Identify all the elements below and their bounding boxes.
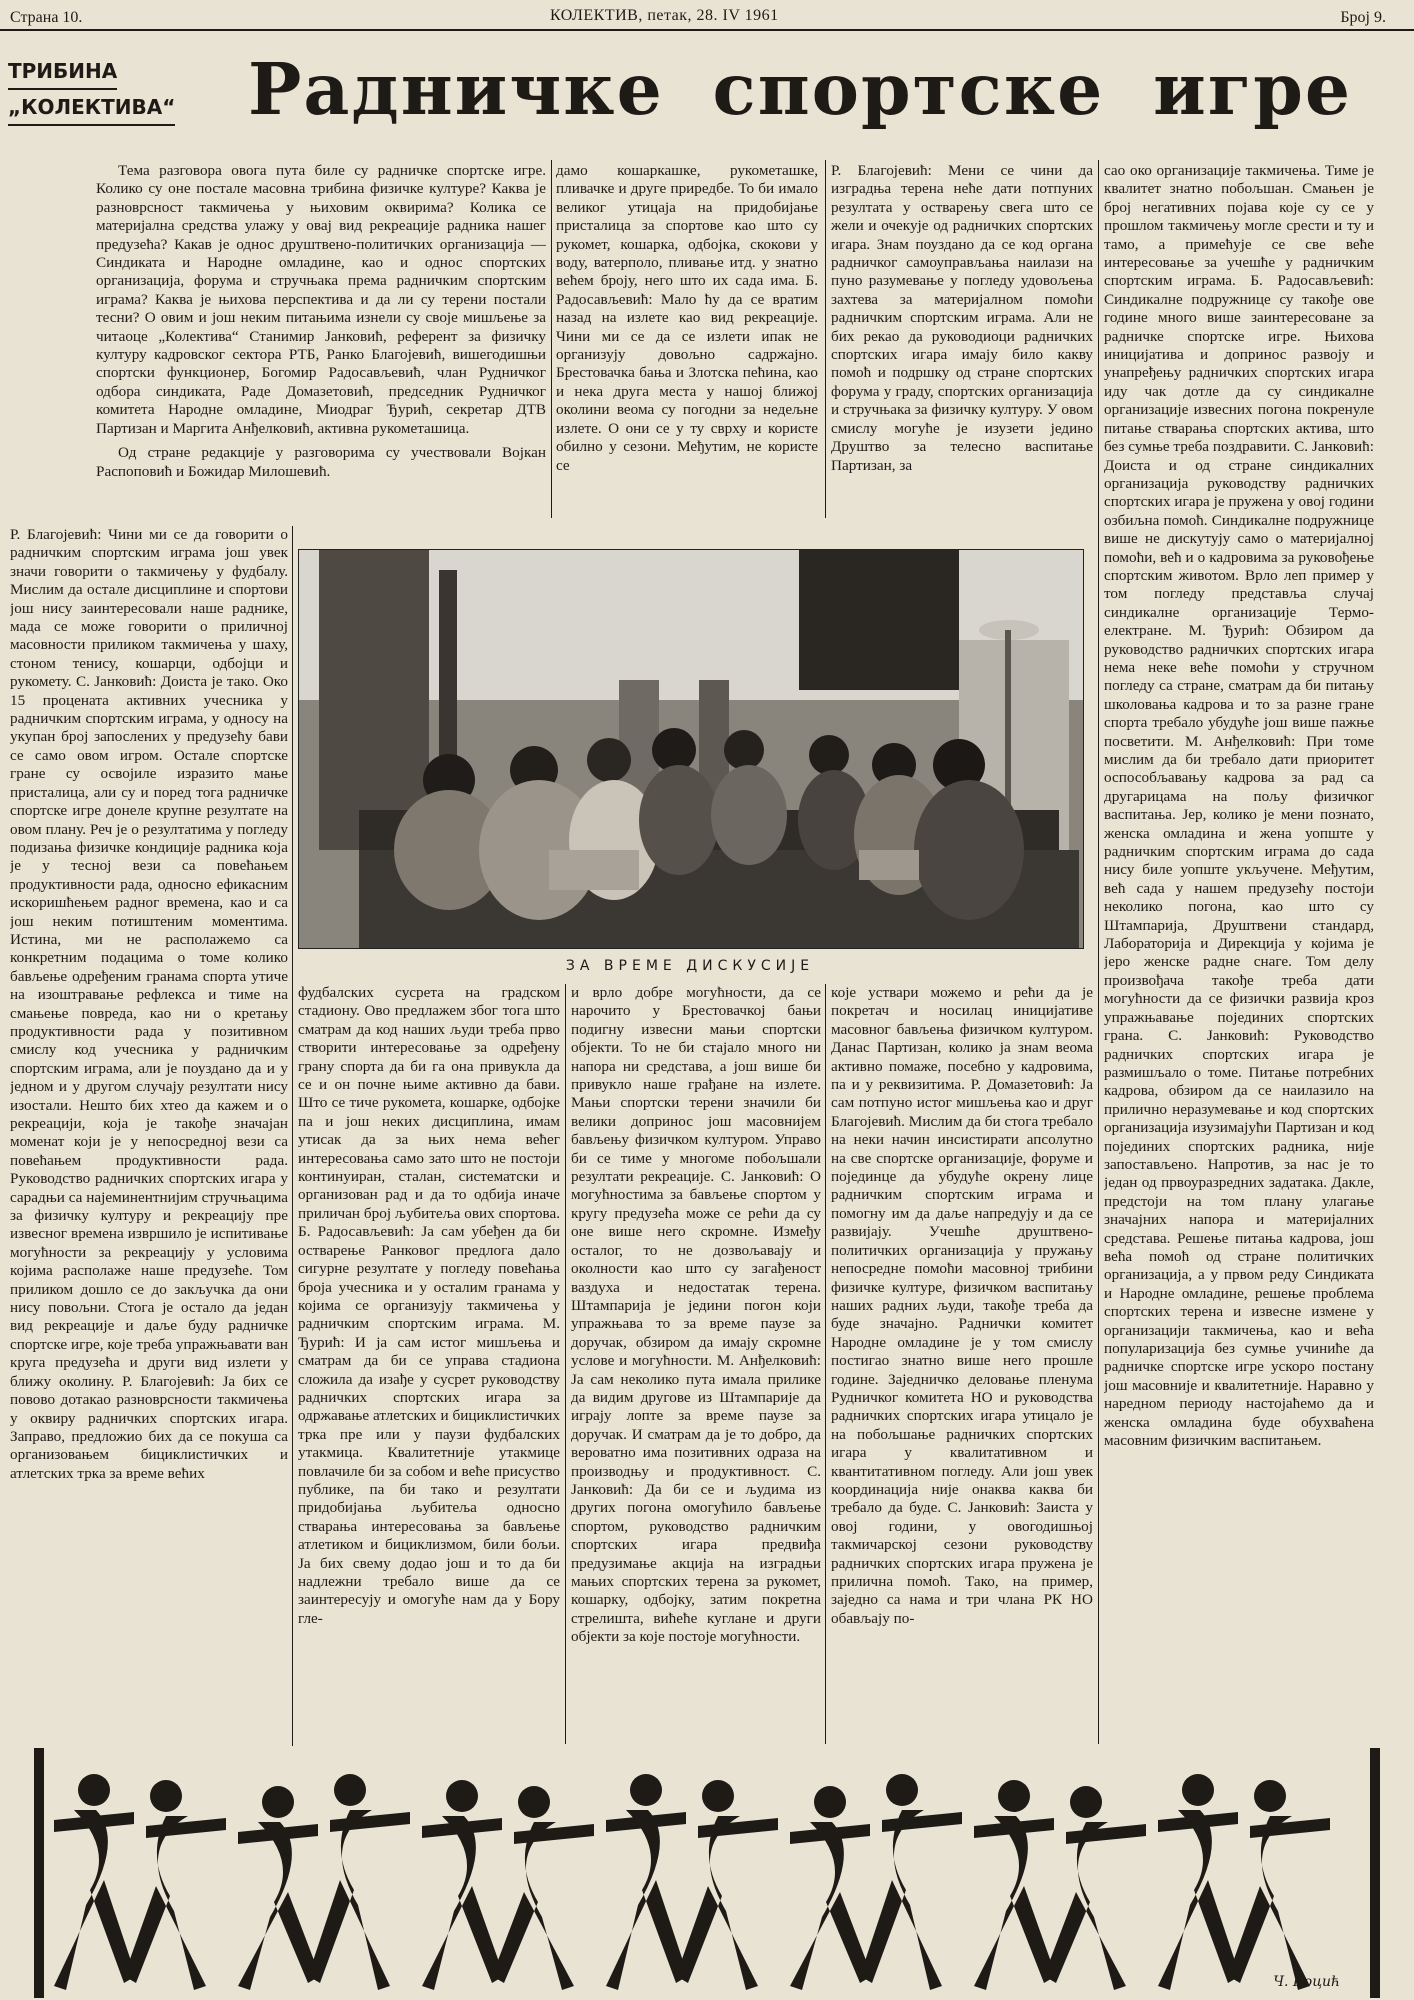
section-label-line2: „КОЛЕКТИВА“ (8, 90, 175, 126)
photo-caption: ЗА ВРЕМЕ ДИСКУСИЈЕ (565, 958, 815, 974)
dancer-figure (124, 1780, 226, 1990)
dancing-figures-illustration (34, 1748, 1380, 1998)
dancer-figure (790, 1786, 872, 1990)
editorial-note: Од стране редакције у разговорима су учествовали Војкан Распоповић и Божидар Милошевић. (96, 444, 546, 480)
dancer-figure (974, 1780, 1056, 1990)
column-1 (10, 526, 288, 1744)
column-rule (565, 984, 566, 1744)
column-3-text: и врло добре могућности, да се нарочито у Брестовачкој бањи подигну извесни мањи спортски објекти. То не би стајало много ни напора ни средстава, а још више би привукло наше грађане на излете. Мањи спортски терени значили би велики допринос још масовнијем бављењу физичком културом. Управо би се тиме у многоме побољшали резултати рекреације. С. Јанковић: О могућностима за бављење спортом у кругу предузећа може се рећи да су оне више него скромне. Између осталог, то не дозвољавају и околности као што су загађеност ваздуха и недостатак терена. Штампарија је једини погон који упражњава то за време паузе за доручак, обзиром да имају скромне услове и могућности. М. Анђелковић: Ја сам неколико пута имала прилике да видим другове из Штампарије да играју лопте за време паузе за доручак. И сматрам да је то добро, да вероватно има позитивних одраза на производњу и продуктивност. С. Јанковић: Да би се и људима из других погона омогућило бављење спортом, руководство радничким спортских игара предвиђа предузимање акција на изградњи мањих спортских терена за рукомет, кошарку, одбојку, затим покретна стрелишта, вићеће куглане и други објекти за које постоје могућности. (571, 984, 821, 1646)
column-rule (292, 526, 293, 1746)
column-4-top (831, 162, 1093, 518)
band-edge-left (34, 1748, 44, 1998)
column-4-top-text: Р. Благојевић: Мени се чини да изградња терена неће дати потпуних резултата у остварењу свега што се жели и очекује од радничких спортских игара. Знам поуздано да се код органа радничког самоуправљања наилази на пуно разумевање у погледу удовољења захтева за материјалном помоћи радничким спортским играма. Али не бих рекао да руководиоци радничких спортских игара имају било какву помоћ и подршку од стране спортских форума у граду, спортских организација и стручњака за физичку културу. У овом смислу могуће је изузети једино Друштво за телесно васпитање Партизан, за (831, 162, 1093, 474)
intro-text: Тема разговора овога пута биле су радничке спортске игре. Колико су оне постале масовна трибина физичке културе? Каква је разноврсност такмичења у њиховим оквирима? Колика се материјална средства улажу у овај вид рекреације радника нашег предузећа? Какав је однос друштвено-политичких организација — Синдиката и Народне омладине, као и однос спортских организација, форума и стручњака према радничким спортским играма? Каква је њихова перспектива и да ли су терени постали тесни? О овим и још неким питањима изнели су своје мишљење за читаоце „Колектива“ Станимир Јанковић, референт за физичку културу кадровског сектора РТБ, Ранко Благојевић, вишегодишњи спортски функционер, Богомир Радосављевић, члан Рудничког одбора синдиката, Раде Домазетовић, председник Рудничког комитета Народне омладине, Миодраг Ђурић, секретар ДТВ Партизан и Маргита Анђелковић, активна рукометашица. (96, 162, 546, 437)
discussion-photo-image (299, 550, 1083, 948)
column-5 (1104, 162, 1374, 1742)
column-rule (825, 984, 826, 1744)
dancer-figure (1158, 1774, 1240, 1990)
dancer-figure (676, 1780, 778, 1990)
dancer-figure (1044, 1786, 1146, 1990)
issue-number: Број 9. (1340, 9, 1386, 26)
column-4 (831, 984, 1093, 1744)
page-header (0, 0, 1414, 30)
discussion-photo (298, 549, 1084, 949)
dancing-figures-artwork (34, 1748, 1380, 1998)
column-2-text: фудбалских сусрета на градском стадиону. Ово предлажем због тога што сматрам да код наших људи треба прво створити интересовање за одређену грану спорта да би га она привукла да се и он почне њиме активно да бави. Што се тиче рукомета, кошарке, одбојке па и још неких дисциплина, имам утисак да за њих нема већег интересовања само зато што не постоји континуиран, сталан, систематски и организован рад и да то одбија иначе приличан број љубитеља ових спортова. Б. Радосављевић: Ја сам убеђен да би остварење Ранковог предлога дало сигурне резултате у погледу повећања броја учесника и у осталим гранама у којима се организују такмичења у радничким спортским играма. М. Ђурић: И ја сам истог мишљења и сматрам да би се управа стадиона сложила да изађе у сусрет руководству радничких спортских игара за одржавање атлетских и бициклистичких трка пре или у паузи фудбалских утакмица. Квалитетније утакмице повлачиле би за собом и веће присуство публике, па би тако и резултати придобијања љубитеља односно стварања интересовања за бављење атлетиком и бициклизмом, били бољи. Ја бих свему додао још и то да би надлежни требало више да се заинтересују и омогуће нам да у Бору гле- (298, 984, 560, 1627)
dancer-figure (238, 1786, 320, 1990)
masthead-line: КОЛЕКТИВ, петак, 28. IV 1961 (550, 7, 779, 24)
dancer-figure (860, 1774, 962, 1990)
band-edge-right (1370, 1748, 1380, 1998)
artist-signature: Ч. Коцић (1273, 1974, 1340, 1990)
column-1-text: Р. Благојевић: Чини ми се да говорити о радничким спортским играма још увек значи говорити о такмичењу у фудбалу. Мислим да остале дисциплине и спортови још нису заинтересовали наше раднике, мада се може говорити о приличној масовности приликом такмичења у шаху, стоном тенису, кошарци, одбојци и рукомету. С. Јанковић: Доиста је тако. Око 15 процената активних учесника у радничким спортским играма, у односу на укупан број запослених у предузећу бави се само овом игром. Остале спортске гране су освојиле изразито мање присталица, али су и поред тога радничке спортске игре донеле крупне резултате на овом плану. Реч је о резултатима у погледу подизања физичке кондиције радника која је у тесној вези са повећањем продуктивности рада, односно ефикасним искоришћењем радног времена, као и са још неким потиштеним моментима. Истина, ми не располажемо са конкретним подацима о томе колико бављење одређеним гранама спорта утиче на изоштравање рефлекса и тиме на смањење повреда, као ни о кретању продуктивности рада у позитивном смислу код учесника у радничким спортским играма, али је поуздано да и у једном и у другом случају резултати нису изостали. Нешто бих хтео да кажем и о рекреацији, која је такође значајан моменат који је у непосредној вези са повећањем продуктивности рада. Руководство радничких спортских игара у сарадњи са најеминентнијим стручњацима за физичку културу и рекреацију пре извесног времена извршило је испитивање могућности за рекреацију у условима којима располаже наше предузеће. Том приликом дошло се до закључка да они нису повољни. Стога је остало да један вид рекреације и даље буду радничке спортске игре, које треба упражњавати ван круга предузећа и други вид излети у ближу околину. Р. Благојевић: Ја бих се повово дотакао разноврсности такмичења у оквиру радничких спортских игара. Заправо, предложио бих да се покуша са организовањем бициклистичких и атлетских трка за време већих (10, 526, 288, 1482)
column-4-text: које уствари можемо и рећи да је покретач и носилац иницијативе масовног бављења физичком културом. Данас Партизан, колико ја знам веома активно помаже, посебно у кадровима, па и у реквизитима. Р. Домазетовић: Ја сам потпуно истог мишљења као и друг Благојевић. Мислим да би стога требало на неки начин инсистирати апсолутно на све спортске организације, форуме и појединце да убудуће окрену лице радничким спортским играма и помогну им да даље напредују и да се развијају. Учешће друштвено-политичких организација у пружању непосредне помоћи масовној трибини физичке културе, физичком васпитању наших радних људи, такође треба да буде значајно. Раднички комитет Народне омладине је у том смислу постигао знатно више него прошле године. Заједничко деловање пленума Рудничког комитета НО и руководства радничких спортских игара утицало је на побољшање радничких спортских игара у квалитативном и квантитативном погледу. Али још увек координација није онаква каква би требало да буде. С. Јанковић: Заиста у овој години, у овогодишњој такмичарској сезони руководству радничких спортских игара пружена је прилична помоћ. Тако, на пример, заједно са нама и три члана РК НО обављају по- (831, 984, 1093, 1627)
dancer-figure (54, 1774, 136, 1990)
section-label (8, 54, 208, 126)
column-3-top (556, 162, 818, 518)
dancer-figure (1228, 1780, 1330, 1990)
dancer-figure (492, 1786, 594, 1990)
column-2 (298, 984, 560, 1744)
column-rule (1098, 160, 1099, 1744)
intro-block (96, 162, 546, 517)
dancer-figure (308, 1774, 410, 1990)
headline: Радничке спортске игре (248, 47, 1353, 131)
column-5-text: сао око организације такмичења. Тиме је квалитет знатно побољшан. Смањен је број негативних појава које су се у прошлом такмичењу могле срести и ту и тамо, а примећује се све веће интересовање за учешће у радничким спортским играма. Б. Радосављевић: Синдикалне подружнице су такође ове године много више заинтересоване за радничке спортске игре. Њихова иницијатива и допринос развоју и унапређењу радничких спортских игара иду чак дотле да су синдикалне организације извесних погона покренуле питање стварања спортских актива, што без сумње треба поздравити. С. Јанковић: Доиста и од стране синдикалних организација руководству радничких спортских игара је пружена у овој години озбиљна помоћ. Синдикалне подружнице више не дискутују само о материјалној помоћи, већ и о кадровима за руковођење спортским животом. Врло леп пример у том погледу представља случај синдикалне организације Термо-електране. М. Ђурић: Обзиром да руководство радничких спортских игара нема неке веће помоћи у стручном погледу са стране, сматрам да би питању школовања кадрова и то за разне гране спорта требало убудуће још више пажње посветити. М. Анђелковић: При томе мислим да би требало дати приоритет оспособљавању кадрова за рад са другарицама на пољу физичког васпитања. Јер, колико је мени познато, женска омладина и жена уопште у радничким спортским играма до сада нису биле уопште укључене. Међутим, већ сада у нашем предузећу постоји неколико погона, као што су Штампарија, Друштвени стандард, Лабораторија и Дирекција у којима је јеро женске радне снаге. Том делу произвођача такође треба дати могућности да се физички развија кроз упражњавање појединих спортских грана. С. Јанковић: Руководство радничких спортских игара је размишљало о томе. Питање потребних кадрова, обзиром да се наилазило на прилично неразумевање и код спортских организација изузимајући Партизан и код појединих спортских радника, није запостављено. Напротив, за нас је то један од првоуразредних задатака. Дакле, предстоји на том плану улагање значајних напора и материјалних средстава. Решење питања кадрова, још већа помоћ од стране политичких организација, а у првом реду Синдиката и Народне омладине, решење проблема спортских терена и извесне измене у организацији такмичења, као и већа популаризација без сумње учиниће да радничке спортске игре ускоро постану још масовније и квалитетније. Наравно у наредном периоду настојаћемо да и женска омладина буде обухваћена масовним физичким васпитањем. (1104, 162, 1374, 1450)
header-rule (0, 29, 1414, 31)
dancer-figure (422, 1780, 504, 1990)
dancer-figure (606, 1774, 688, 1990)
column-3 (571, 984, 821, 1744)
page-number: Страна 10. (10, 9, 83, 26)
section-label-line1: ТРИБИНА (8, 54, 117, 90)
column-rule (825, 160, 826, 518)
column-3-top-text: дамо кошаркашке, рукометашке, пливачке и друге приредбе. То би имало великог утицаја на придобијање присталица за спортове као што су рукомет, кошарка, одбојка, скокови у воду, ватерполо, пливање итд. у знатно већем броју, него што их сада има. Б. Радосављевић: Мало ћу да се вратим назад на излете као вид рекреације. Чини ми се да се излети ипак не организују довољно садржајно. Брестовачка бања и Злотска пећина, као и нека друга места у нашој ближој околини веома су погодни за недељне излете. О они се у ту сврху и користе обилно у сезони. Међутим, не користе се (556, 162, 818, 474)
column-rule (551, 160, 552, 518)
